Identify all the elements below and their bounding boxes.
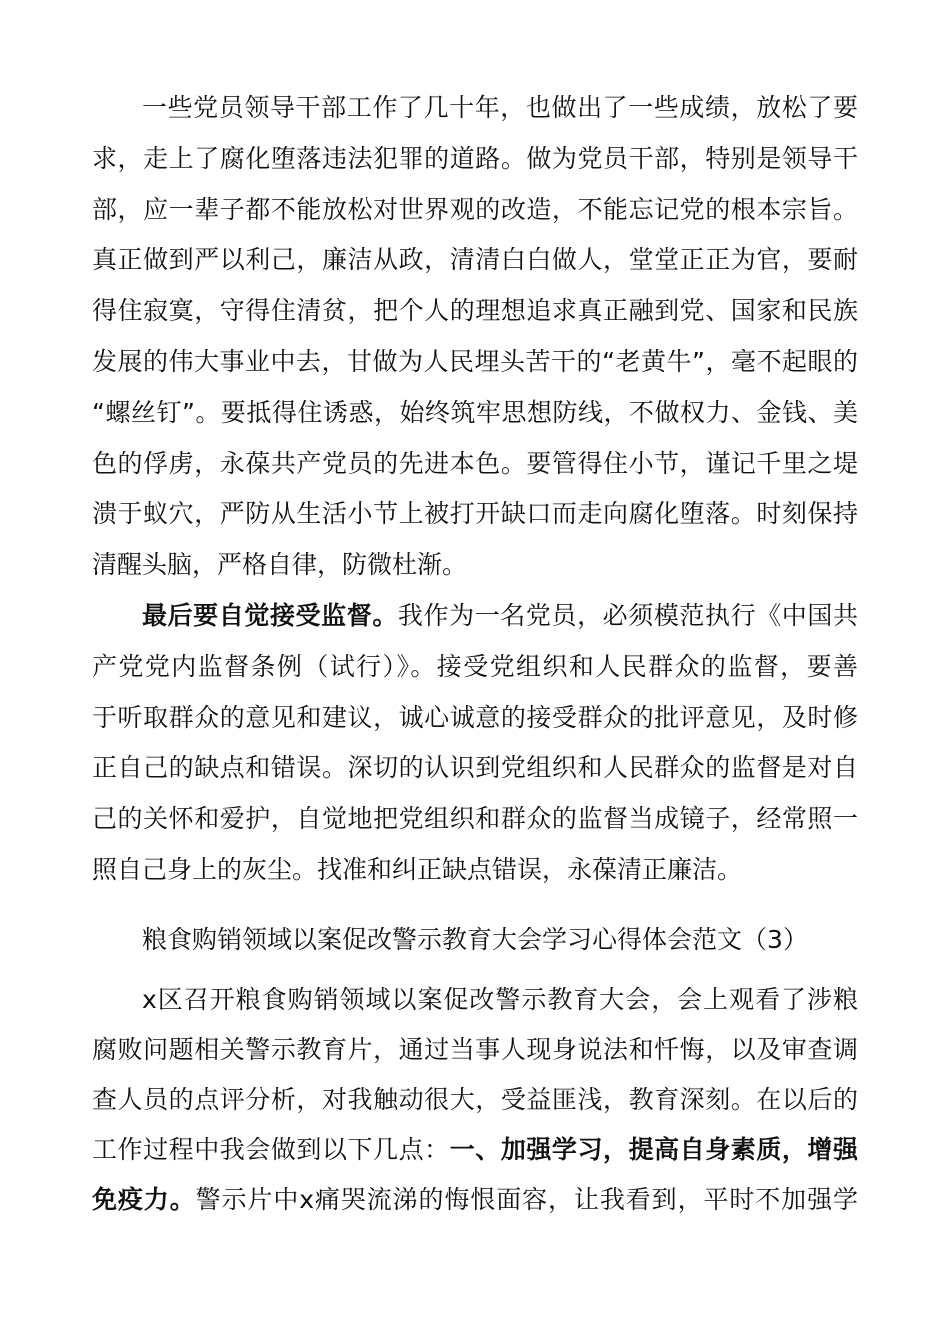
text-run: 于听取群众的意见和建议，诚心诚意的接受群众的批评意见，及时修 — [92, 702, 858, 732]
text-run: 查人员的点评分析，对我触动很大，受益匪浅，教育深刻。在以后的 — [92, 1085, 858, 1114]
text-line — [92, 1075, 858, 1125]
text-line — [92, 642, 858, 693]
text-line — [92, 1125, 858, 1175]
text-line — [92, 794, 858, 845]
text-line — [92, 1175, 858, 1225]
text-line — [92, 388, 858, 439]
text-run: 部，应一辈子都不能放松对世界观的改造，不能忘记党的根本宗旨。 — [92, 194, 858, 224]
text-line — [92, 1025, 858, 1075]
text-run: 得住寂寞，守得住清贫，把个人的理想追求真正融到党、国家和民族 — [92, 296, 858, 326]
paragraph-2 — [92, 591, 858, 896]
text-line — [92, 134, 858, 185]
text-line — [92, 845, 858, 896]
text-line — [92, 83, 858, 134]
text-run: 清醒头脑，严格自律，防微杜渐。 — [92, 550, 468, 580]
text-run: 警示片中x痛哭流涕的悔恨面容，让我看到，平时不加强学 — [195, 1185, 858, 1214]
text-line — [92, 743, 858, 794]
text-line — [92, 286, 858, 337]
text-line — [92, 439, 858, 490]
text-line — [92, 693, 858, 744]
text-run: 溃于蚁穴，严防从生活小节上被打开缺口而走向腐化堕落。时刻保持 — [92, 499, 858, 529]
text-line — [92, 235, 858, 286]
text-run: 一些党员领导干部工作了几十年，也做出了一些成绩，放松了要 — [142, 93, 858, 122]
text-run: 真正做到严以利己，廉洁从政，清清白白做人，堂堂正正为官，要耐 — [92, 245, 858, 275]
bold-text-run: 一、加强学习，提高自身素质，增强 — [449, 1135, 858, 1164]
text-line — [92, 975, 858, 1025]
text-run: 腐败问题相关警示教育片，通过当事人现身说法和忏悔，以及审查调 — [92, 1035, 858, 1064]
text-run: 我作为一名党员，必须模范执行《中国共 — [397, 600, 858, 630]
bold-text-run: 免疫力。 — [92, 1185, 196, 1214]
text-run: “螺丝钉”。要抵得住诱惑，始终筑牢思想防线，不做权力、金钱、美 — [92, 397, 858, 427]
paragraph-3 — [92, 975, 858, 1225]
text-block-upper — [92, 83, 858, 896]
text-run: 产党党内监督条例（试行）》。接受党组织和人民群众的监督，要善 — [92, 651, 858, 681]
text-line — [92, 337, 858, 388]
text-block-lower — [92, 975, 858, 1225]
text-run: 正自己的缺点和错误。深切的认识到党组织和人民群众的监督是对自 — [92, 753, 858, 783]
text-line — [92, 591, 858, 642]
paragraph-1 — [92, 83, 858, 591]
text-line — [92, 540, 858, 591]
text-run: 己的关怀和爱护，自觉地把党组织和群众的监督当成镜子，经常照一 — [92, 804, 858, 834]
text-run: 照自己身上的灰尘。找准和纠正缺点错误，永葆清正廉洁。 — [92, 854, 743, 884]
text-line — [92, 489, 858, 540]
text-run: 工作过程中我会做到以下几点： — [92, 1135, 450, 1164]
text-run: 色的俘虏，永葆共产党员的先进本色。要管得住小节，谨记千里之堤 — [92, 448, 858, 478]
text-run: 求，走上了腐化堕落违法犯罪的道路。做为党员干部，特别是领导干 — [92, 143, 858, 173]
text-run: 发展的伟大事业中去，甘做为人民埋头苦干的“老黄牛”，毫不起眼的 — [92, 346, 858, 376]
bold-text-run: 最后要自觉接受监督。 — [142, 600, 398, 630]
text-line — [92, 185, 858, 236]
section-title: 粮食购销领域以案促改警示教育大会学习心得体会范文（3） — [142, 925, 808, 954]
text-run: x区召开粮食购销领域以案促改警示教育大会，会上观看了涉粮 — [142, 985, 858, 1014]
